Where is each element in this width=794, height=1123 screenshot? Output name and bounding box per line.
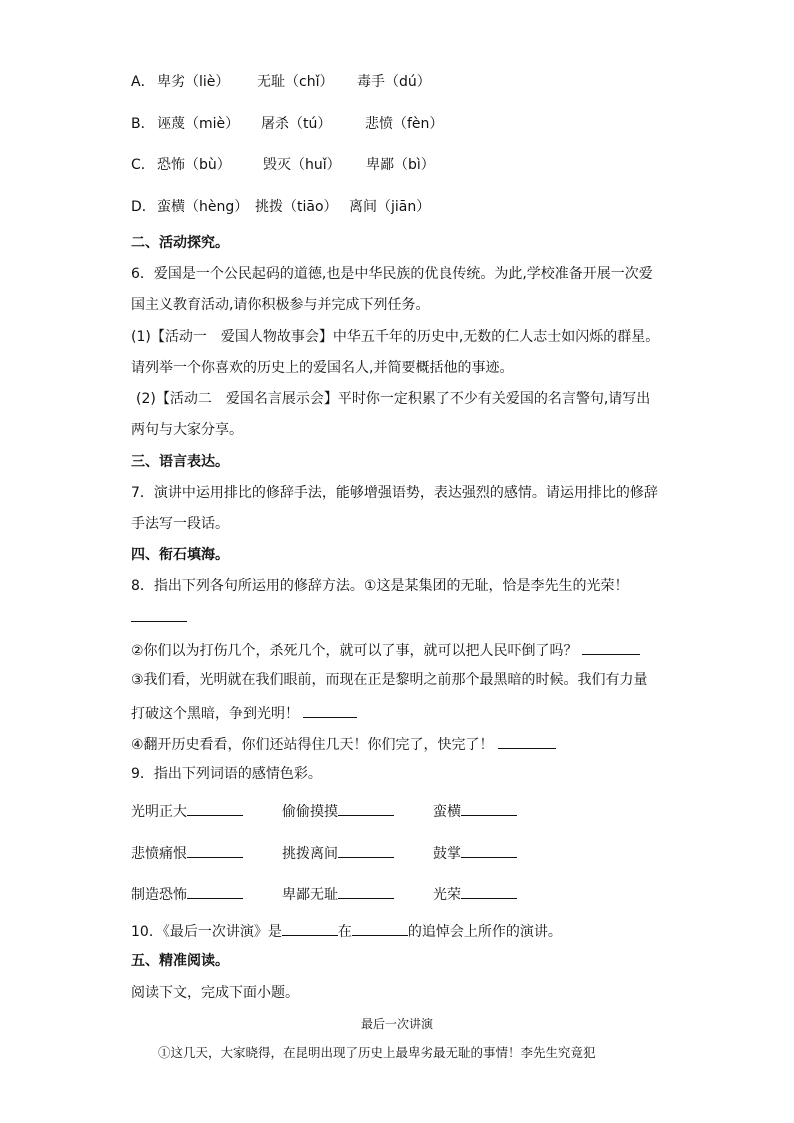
option-item: 蛮横（hèng）	[157, 199, 249, 215]
answer-blank[interactable]	[131, 606, 187, 622]
option-item: 卑劣（liè）	[157, 74, 230, 90]
option-item: 卑鄙（bì）	[366, 157, 435, 173]
reading-paragraph-1: ①这几天，大家晓得，在昆明出现了历史上最卑劣最无耻的事情！李先生究竟犯	[158, 1045, 596, 1060]
section-heading: 四、衔石填海。	[131, 547, 229, 563]
option-letter: A．	[131, 74, 155, 90]
option-letter: B．	[131, 116, 155, 132]
option-item: 悲愤（fèn）	[365, 116, 444, 132]
q10-text: 的追悼会上所作的演讲。	[407, 924, 562, 940]
answer-blank[interactable]	[187, 800, 243, 816]
answer-blank[interactable]	[338, 842, 394, 858]
option-item: 诬蔑（miè）	[157, 116, 240, 132]
question-8-item-3	[131, 702, 357, 724]
word-item: 制造恐怖	[131, 883, 243, 905]
question-9-text: 9．指出下列词语的感情色彩。	[131, 766, 322, 782]
question-8-item-2	[131, 639, 640, 661]
answer-blank[interactable]	[303, 702, 357, 718]
question-7-text: 7．演讲中运用排比的修辞手法，能够增强语势，表达强烈的感情。请运用排比的修辞	[131, 485, 658, 501]
answer-blank[interactable]	[461, 883, 517, 899]
answer-blank[interactable]	[461, 842, 517, 858]
question-8-text: 8．指出下列各句所运用的修辞方法。①这是某集团的无耻，恰是李先生的光荣！	[131, 578, 629, 594]
question-6-text: 6．爱国是一个公民起码的道德,也是中华民族的优良传统。为此,学校准备开展一次爱	[131, 266, 653, 282]
word-item: 卑鄙无耻	[282, 883, 394, 905]
question-6-text: 国主义教育活动,请你积极参与并完成下列任务。	[131, 297, 430, 313]
option-item: 无耻（chǐ）	[257, 74, 334, 90]
question-10	[131, 920, 562, 942]
answer-blank[interactable]	[187, 883, 243, 899]
question-6-task-2: (2)【活动二 爱国名言展示会】平时你一定积累了不少有关爱国的名言警句,请写出	[136, 391, 651, 407]
question-6-task-1: 请列举一个你喜欢的历史上的爱国名人,并简要概括他的事迹。	[131, 360, 514, 376]
answer-blank-row	[131, 606, 187, 628]
q10-text: 10．《最后一次讲演》是	[131, 924, 282, 940]
option-item: 恐怖（bù）	[157, 157, 231, 173]
word-item: 鼓掌	[433, 842, 517, 864]
question-6-task-2: 两句与大家分享。	[131, 422, 243, 438]
word-item: 光荣	[433, 883, 517, 905]
q10-text: 在	[337, 924, 352, 940]
word-item: 光明正大	[131, 800, 243, 822]
word-item: 蛮横	[433, 800, 517, 822]
word-item: 挑拨离间	[282, 842, 394, 864]
answer-blank[interactable]	[352, 920, 408, 936]
option-letter: C．	[131, 157, 155, 173]
answer-blank[interactable]	[187, 842, 243, 858]
option-item: 离间（jiān）	[349, 199, 431, 215]
answer-blank[interactable]	[461, 800, 517, 816]
answer-blank[interactable]	[338, 800, 394, 816]
word-item: 悲愤痛恨	[131, 842, 243, 864]
section-heading: 二、活动探究。	[131, 235, 229, 251]
section-heading: 三、语言表达。	[131, 454, 229, 470]
reading-title: 最后一次讲演	[360, 1017, 433, 1031]
answer-blank[interactable]	[338, 883, 394, 899]
section-heading: 五、精准阅读。	[131, 953, 229, 969]
answer-blank[interactable]	[582, 639, 640, 655]
item-text: ④翻开历史看看，你们还站得住几天！你们完了，快完了！	[131, 737, 494, 753]
word-item: 偷偷摸摸	[282, 800, 394, 822]
answer-blank[interactable]	[282, 920, 338, 936]
option-item: 屠杀（tú）	[261, 116, 332, 132]
item-text: 打破这个黑暗，争到光明！	[131, 706, 299, 722]
question-8-item-3: ③我们看，光明就在我们眼前，而现在正是黎明之前那个最黑暗的时候。我们有力量	[131, 672, 648, 688]
option-item: 挑拨（tiāo）	[255, 199, 338, 215]
answer-blank[interactable]	[498, 733, 556, 749]
question-6-task-1: (1)【活动一 爱国人物故事会】中华五千年的历史中,无数的仁人志士如闪烁的群星。	[131, 329, 660, 345]
option-letter: D．	[131, 199, 156, 215]
question-8-item-4	[131, 733, 556, 755]
item-text: ②你们以为打伤几个，杀死几个，就可以了事，就可以把人民吓倒了吗？	[131, 643, 578, 659]
reading-instruction: 阅读下文，完成下面小题。	[131, 985, 299, 1001]
option-item: 毁灭（huǐ）	[263, 157, 341, 173]
option-item: 毒手（dú）	[357, 74, 431, 90]
question-7-text: 手法写一段话。	[131, 516, 229, 532]
